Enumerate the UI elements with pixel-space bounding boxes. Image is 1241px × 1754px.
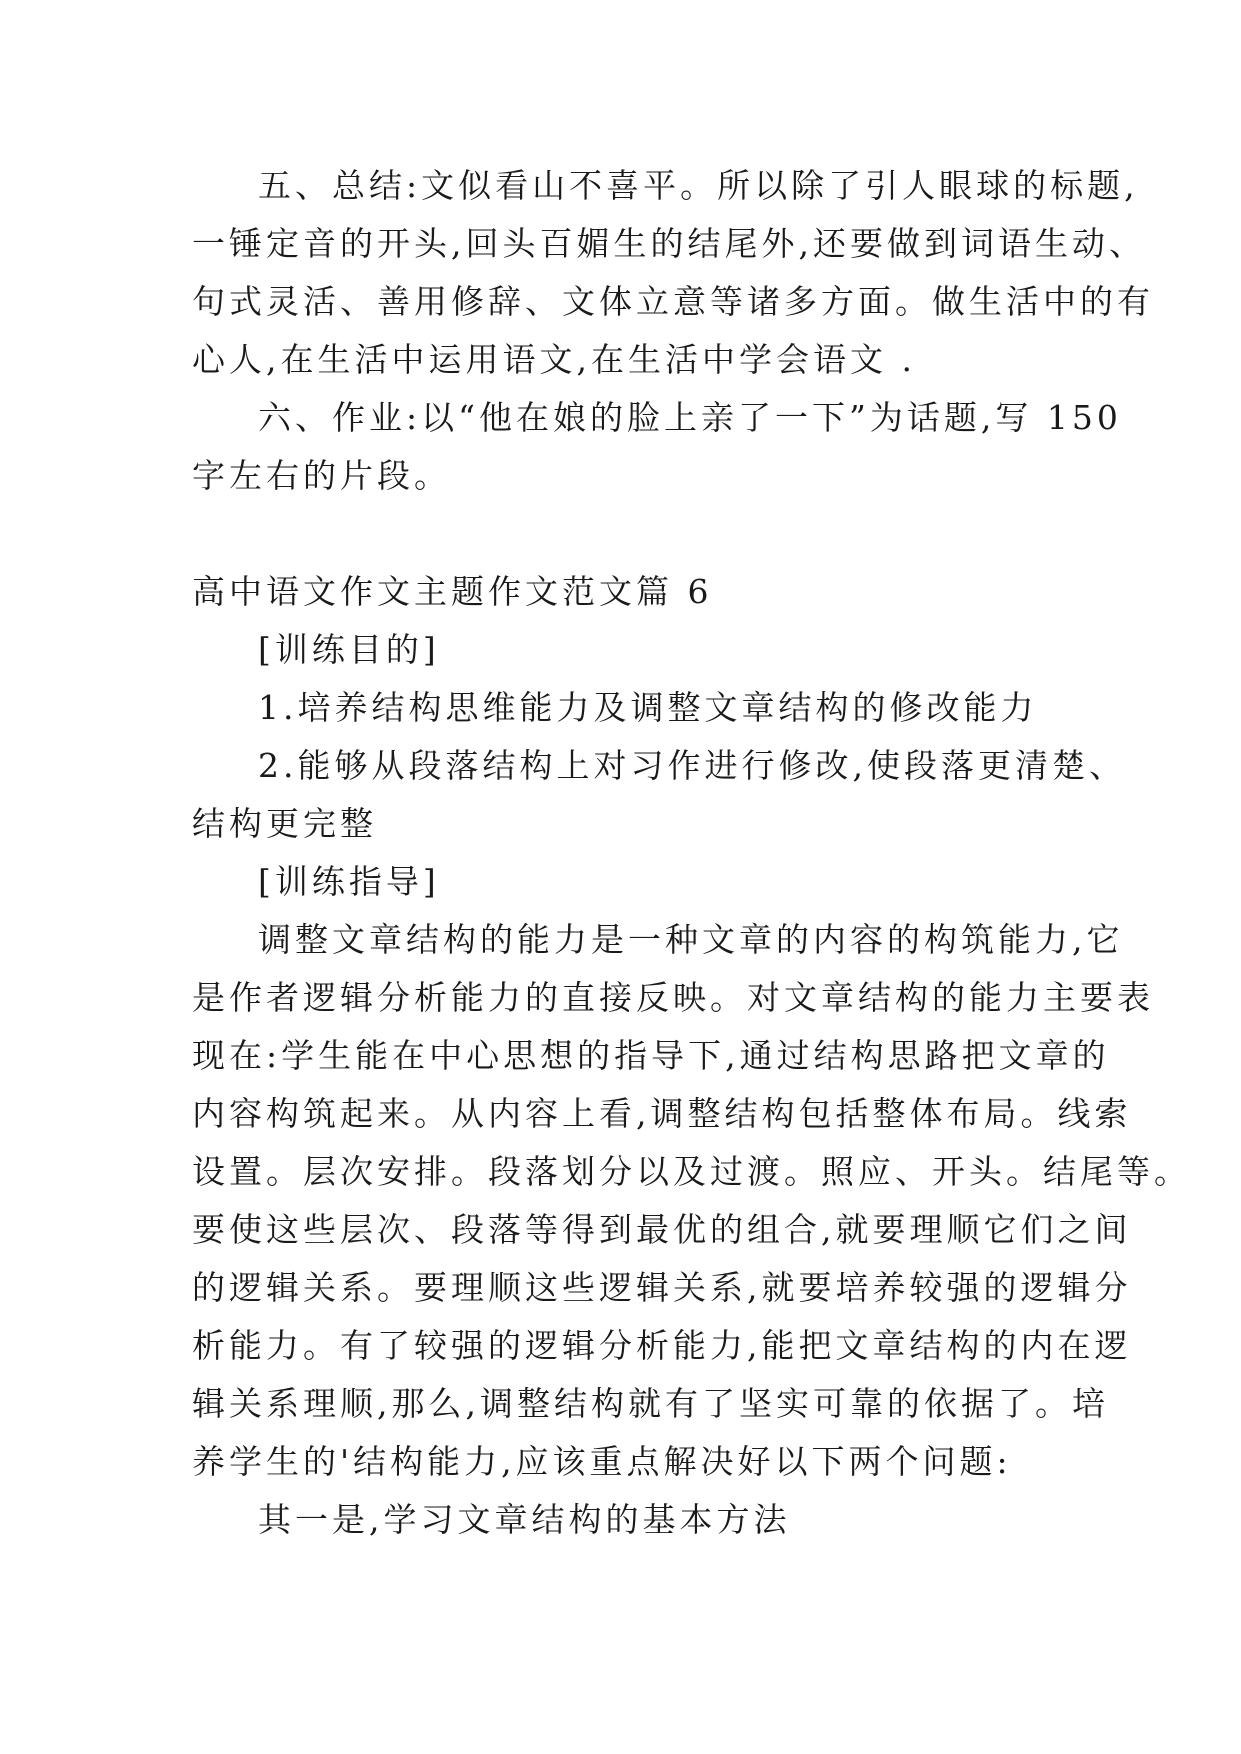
text-line: 六、作业:以“他在娘的脸上亲了一下”为话题,写 150 xyxy=(258,398,1122,437)
text-line: 辑关系理顺,那么,调整结构就有了坚实可靠的依据了。培 xyxy=(192,1384,1109,1423)
text-line: [训练目的] xyxy=(258,630,440,669)
text-line: 字左右的片段。 xyxy=(192,456,451,495)
text-line: 一锤定音的开头,回头百媚生的结尾外,还要做到词语生动、 xyxy=(192,224,1146,263)
text-line: 是作者逻辑分析能力的直接反映。对文章结构的能力主要表 xyxy=(192,978,1154,1017)
text-line: 1.培养结构思维能力及调整文章结构的修改能力 xyxy=(258,688,1038,727)
text-line: 要使这些层次、段落等得到最优的组合,就要理顺它们之间 xyxy=(192,1210,1132,1249)
text-line: 析能力。有了较强的逻辑分析能力,能把文章结构的内在逻 xyxy=(192,1326,1132,1365)
text-line: 养学生的'结构能力,应该重点解决好以下两个问题: xyxy=(192,1442,1012,1481)
text-line: 设置。层次安排。段落划分以及过渡。照应、开头。结尾等。 xyxy=(192,1152,1191,1191)
text-line: 的逻辑关系。要理顺这些逻辑关系,就要培养较强的逻辑分 xyxy=(192,1268,1132,1307)
text-line: 五、总结:文似看山不喜平。所以除了引人眼球的标题, xyxy=(258,166,1139,205)
text-line: 结构更完整 xyxy=(192,804,377,843)
text-line: 调整文章结构的能力是一种文章的内容的构筑能力,它 xyxy=(258,920,1124,959)
text-line: [训练指导] xyxy=(258,862,440,901)
text-line: 其一是,学习文章结构的基本方法 xyxy=(258,1500,791,1539)
text-line: 句式灵活、善用修辞、文体立意等诸多方面。做生活中的有 xyxy=(192,282,1154,321)
text-line: 现在:学生能在中心思想的指导下,通过结构思路把文章的 xyxy=(192,1036,1110,1075)
text-line: 2.能够从段落结构上对习作进行修改,使段落更清楚、 xyxy=(258,746,1126,785)
text-line: 心人,在生活中运用语文,在生活中学会语文 . xyxy=(192,340,916,379)
section-heading: 高中语文作文主题作文范文篇 6 xyxy=(192,572,713,611)
text-line: 内容构筑起来。从内容上看,调整结构包括整体布局。线索 xyxy=(192,1094,1132,1133)
